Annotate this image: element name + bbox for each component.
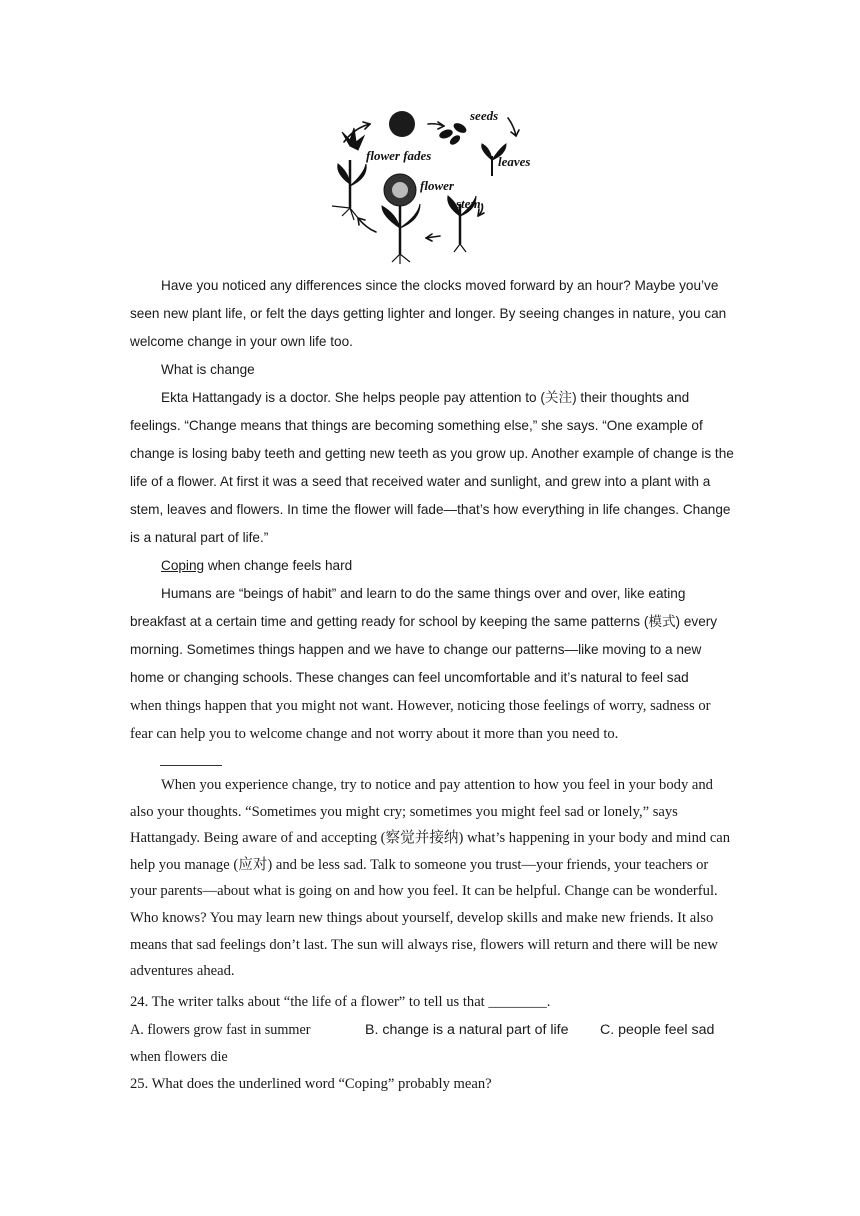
label-seeds: seeds — [470, 108, 499, 123]
question-24-stem: 24. The writer talks about “the life of a flower” to tell us that ________. — [130, 994, 551, 1010]
label-stem: stem — [456, 196, 481, 211]
cycle-arrow — [358, 218, 376, 232]
paragraph-hattangady: Ekta Hattangady is a doctor. She helps people pay attention to (关注) their thoughts and feelings. “Change means that things are becoming something else,” she says. “One example of change is losing baby teeth and getting new teeth as you grow up. Another example of change is the life of a flower. At first it was a seed that received water and sunlight, and grew into a plant with a stem, leaves and flowers. In time the flower will fade—that’s how everything in life changes. Change is a natural part of life.” — [130, 390, 734, 545]
question-24-option-c[interactable]: C. people feel sad — [600, 1022, 715, 1038]
label-leaves: leaves — [498, 154, 531, 169]
missing-heading-blank — [160, 765, 222, 766]
flower-plant-icon — [382, 174, 420, 264]
paragraph-experience-change: When you experience change, try to notice and pay attention to how you feel in your body and also your thoughts. “Sometimes you might cry; sometimes you might feel sad or lonely,” says Hattangady. Being aware of and accepting (察觉并接纳) what’s happening in your body and mind can help you manage (应对) and be less sad. Talk to someone you trust—your friends, your teachers or your parents—about what is going on and how you feel. It can be helpful. Change can be wonderful. Who knows? You may learn new things about yourself, develop skills and make new friends. It also means that sad feelings don’t last. The sun will always rise, flowers will return and there will be new adventures ahead. — [130, 777, 731, 980]
paragraph-habits: Humans are “beings of habit” and learn to do the same things over and over, like eating breakfast at a certain time and getting ready for school by keeping the same patterns (模式) every morning. Sometimes things happen and we have to change our patterns—like moving to a new home or changing schools. These changes can feel uncomfortable and it’s natural to feel sad — [130, 586, 718, 685]
underlined-word-coping: Coping — [161, 558, 205, 573]
paragraph-intro: Have you noticed any differences since the clocks moved forward by an hour? Maybe you’ve seen new plant life, or felt the days getting lighter and longer. By seeing changes in nature, you can welcome change in your own life too. — [130, 278, 727, 349]
question-25-stem: 25. What does the underlined word “Coping” probably mean? — [130, 1076, 492, 1092]
heading-coping — [130, 552, 735, 580]
seed-ball-icon — [389, 111, 415, 137]
paragraph-habits-continued: when things happen that you might not want. However, noticing those feelings of worry, sadness or fear can help you to welcome change and not worry about it more than you need to. — [130, 698, 711, 742]
question-24-option-b[interactable]: B. change is a natural part of life — [365, 1022, 569, 1038]
heading-coping-rest: when change feels hard — [204, 558, 353, 573]
flower-life-cycle-diagram — [320, 104, 545, 266]
question-24-option-a[interactable]: A. flowers grow fast in summer — [130, 1022, 311, 1038]
question-24-option-c-continued: when flowers die — [130, 1049, 228, 1065]
label-flower-fades: flower fades — [366, 148, 432, 163]
label-flower: flower — [420, 178, 454, 193]
faded-flower-plant-icon — [332, 128, 366, 220]
heading-what-is-change: What is change — [161, 362, 255, 377]
